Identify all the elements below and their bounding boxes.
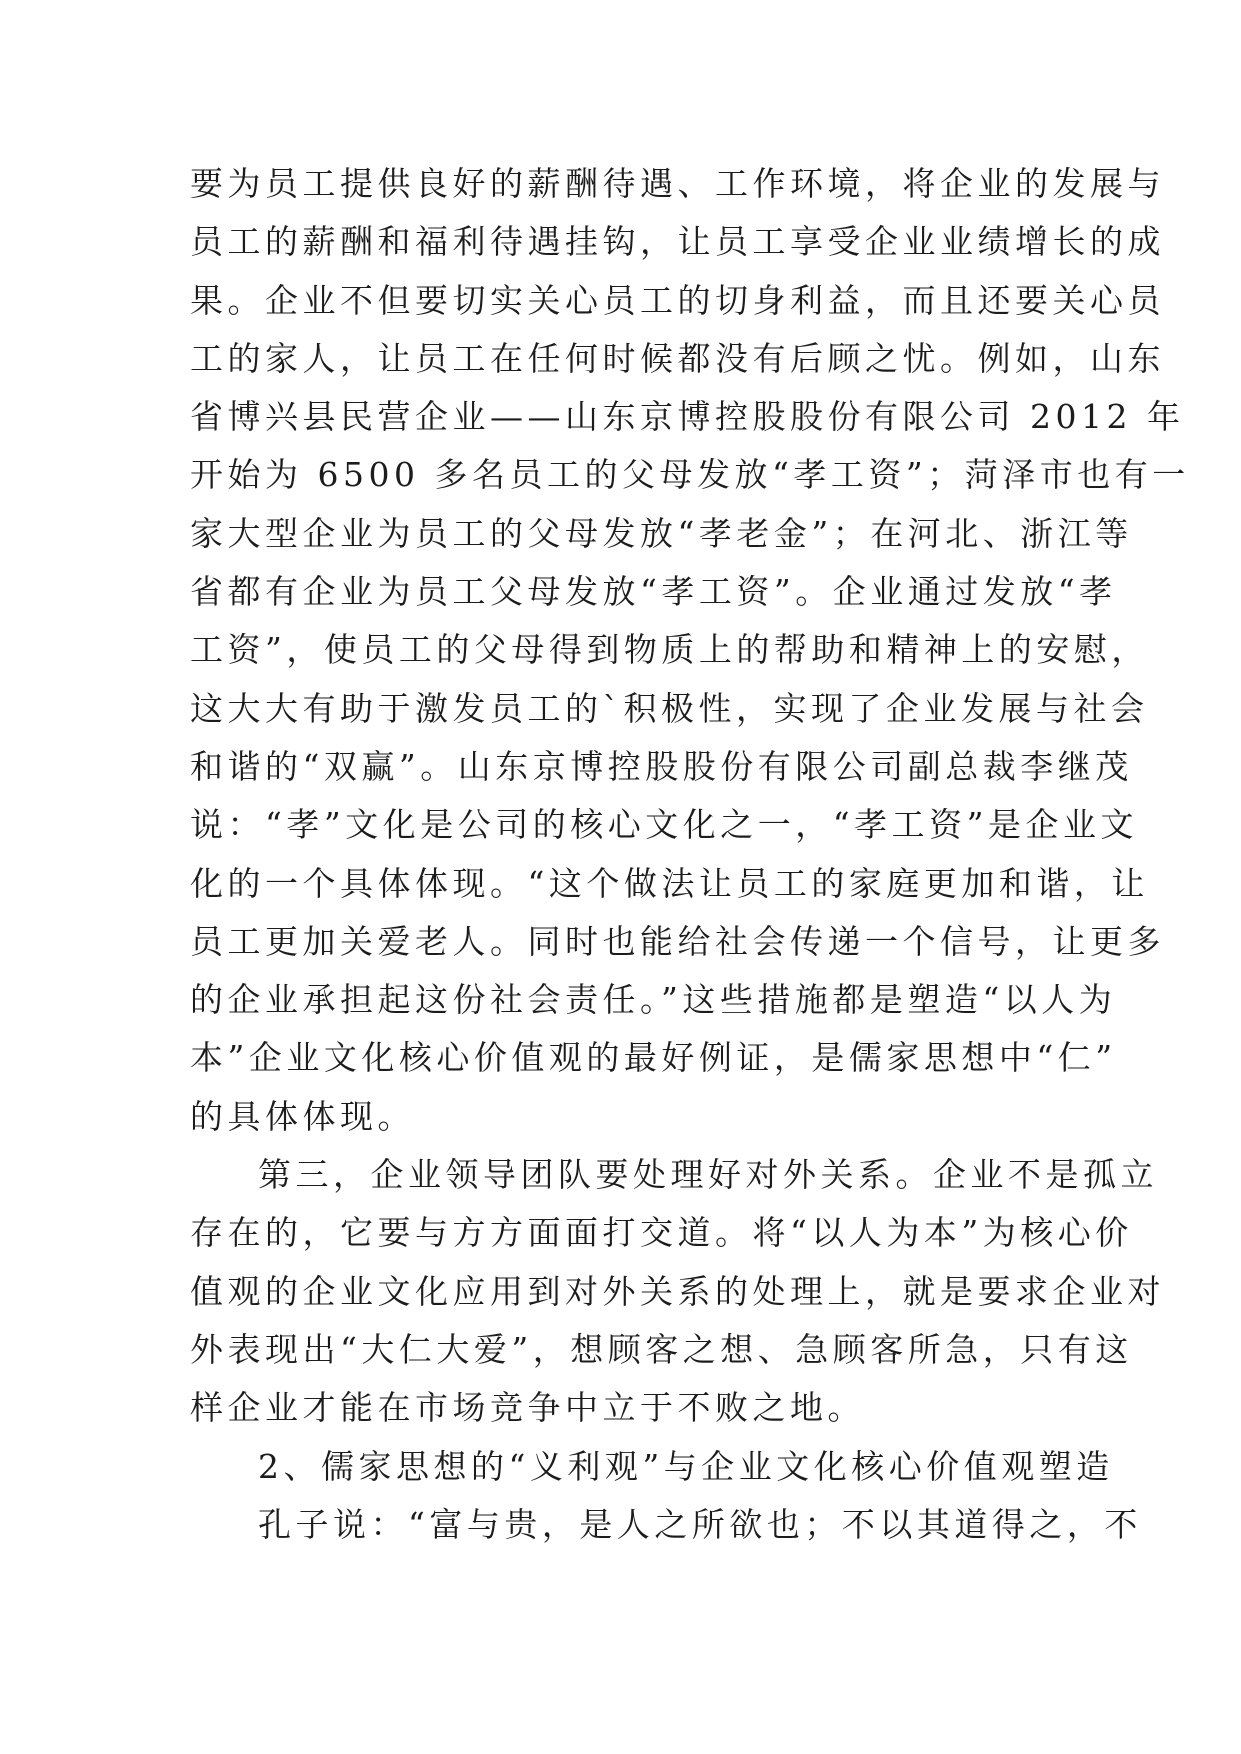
text-line: 员工的薪酬和福利待遇挂钩，让员工享受企业业绩增长的成 bbox=[190, 222, 1165, 262]
text-line: 2、儒家思想的“义利观”与企业文化核心价值观塑造 bbox=[258, 1446, 1114, 1486]
text-line: 值观的企业文化应用到对外关系的处理上，就是要求企业对 bbox=[190, 1271, 1165, 1311]
text-line: 本”企业文化核心价值观的最好例证，是儒家思想中“仁” bbox=[190, 1038, 1117, 1078]
text-line: 家大型企业为员工的父母发放“孝老金”；在河北、浙江等 bbox=[190, 513, 1133, 553]
text-line: 工资”，使员工的父母得到物质上的帮助和精神上的安慰， bbox=[190, 630, 1149, 670]
text-line: 果。企业不但要切实关心员工的切身利益，而且还要关心员 bbox=[190, 280, 1165, 320]
text-line: 孔子说：“富与贵，是人之所欲也；不以其道得之，不 bbox=[258, 1504, 1142, 1544]
text-line: 要为员工提供良好的薪酬待遇、工作环境，将企业的发展与 bbox=[190, 164, 1165, 203]
text-line: 这大大有助于激发员工的`积极性，实现了企业发展与社会 bbox=[190, 688, 1149, 728]
text-line: 化的一个具体体现。“这个做法让员工的家庭更加和谐，让 bbox=[190, 863, 1149, 903]
text-line: 省博兴县民营企业——山东京博控股股份有限公司 2012 年 bbox=[190, 397, 1185, 437]
text-line: 和谐的“双赢”。山东京博控股股份有限公司副总裁李继茂 bbox=[190, 746, 1133, 786]
text-line: 存在的，它要与方方面面打交道。将“以人为本”为核心价 bbox=[190, 1213, 1133, 1253]
body-text bbox=[190, 155, 1190, 1554]
text-line: 开始为 6500 多名员工的父母发放“孝工资”；菏泽市也有一 bbox=[190, 455, 1190, 495]
text-line: 省都有企业为员工父母发放“孝工资”。企业通过发放“孝 bbox=[190, 572, 1117, 612]
text-line: 的企业承担起这份社会责任。”这些措施都是塑造“以人为 bbox=[190, 980, 1117, 1020]
text-line: 工的家人，让员工在任何时候都没有后顾之忧。例如，山东 bbox=[190, 338, 1165, 378]
text-line: 的具体体现。 bbox=[190, 1096, 415, 1136]
text-line: 说：“孝”文化是公司的核心文化之一，“孝工资”是企业文 bbox=[190, 805, 1138, 845]
text-line: 外表现出“大仁大爱”，想顾客之想、急顾客所急，只有这 bbox=[190, 1329, 1133, 1369]
text-line: 第三，企业领导团队要处理好对外关系。企业不是孤立 bbox=[258, 1155, 1158, 1195]
text-line: 员工更加关爱老人。同时也能给社会传递一个信号，让更多 bbox=[190, 921, 1165, 961]
text-line: 样企业才能在市场竞争中立于不败之地。 bbox=[190, 1388, 865, 1428]
